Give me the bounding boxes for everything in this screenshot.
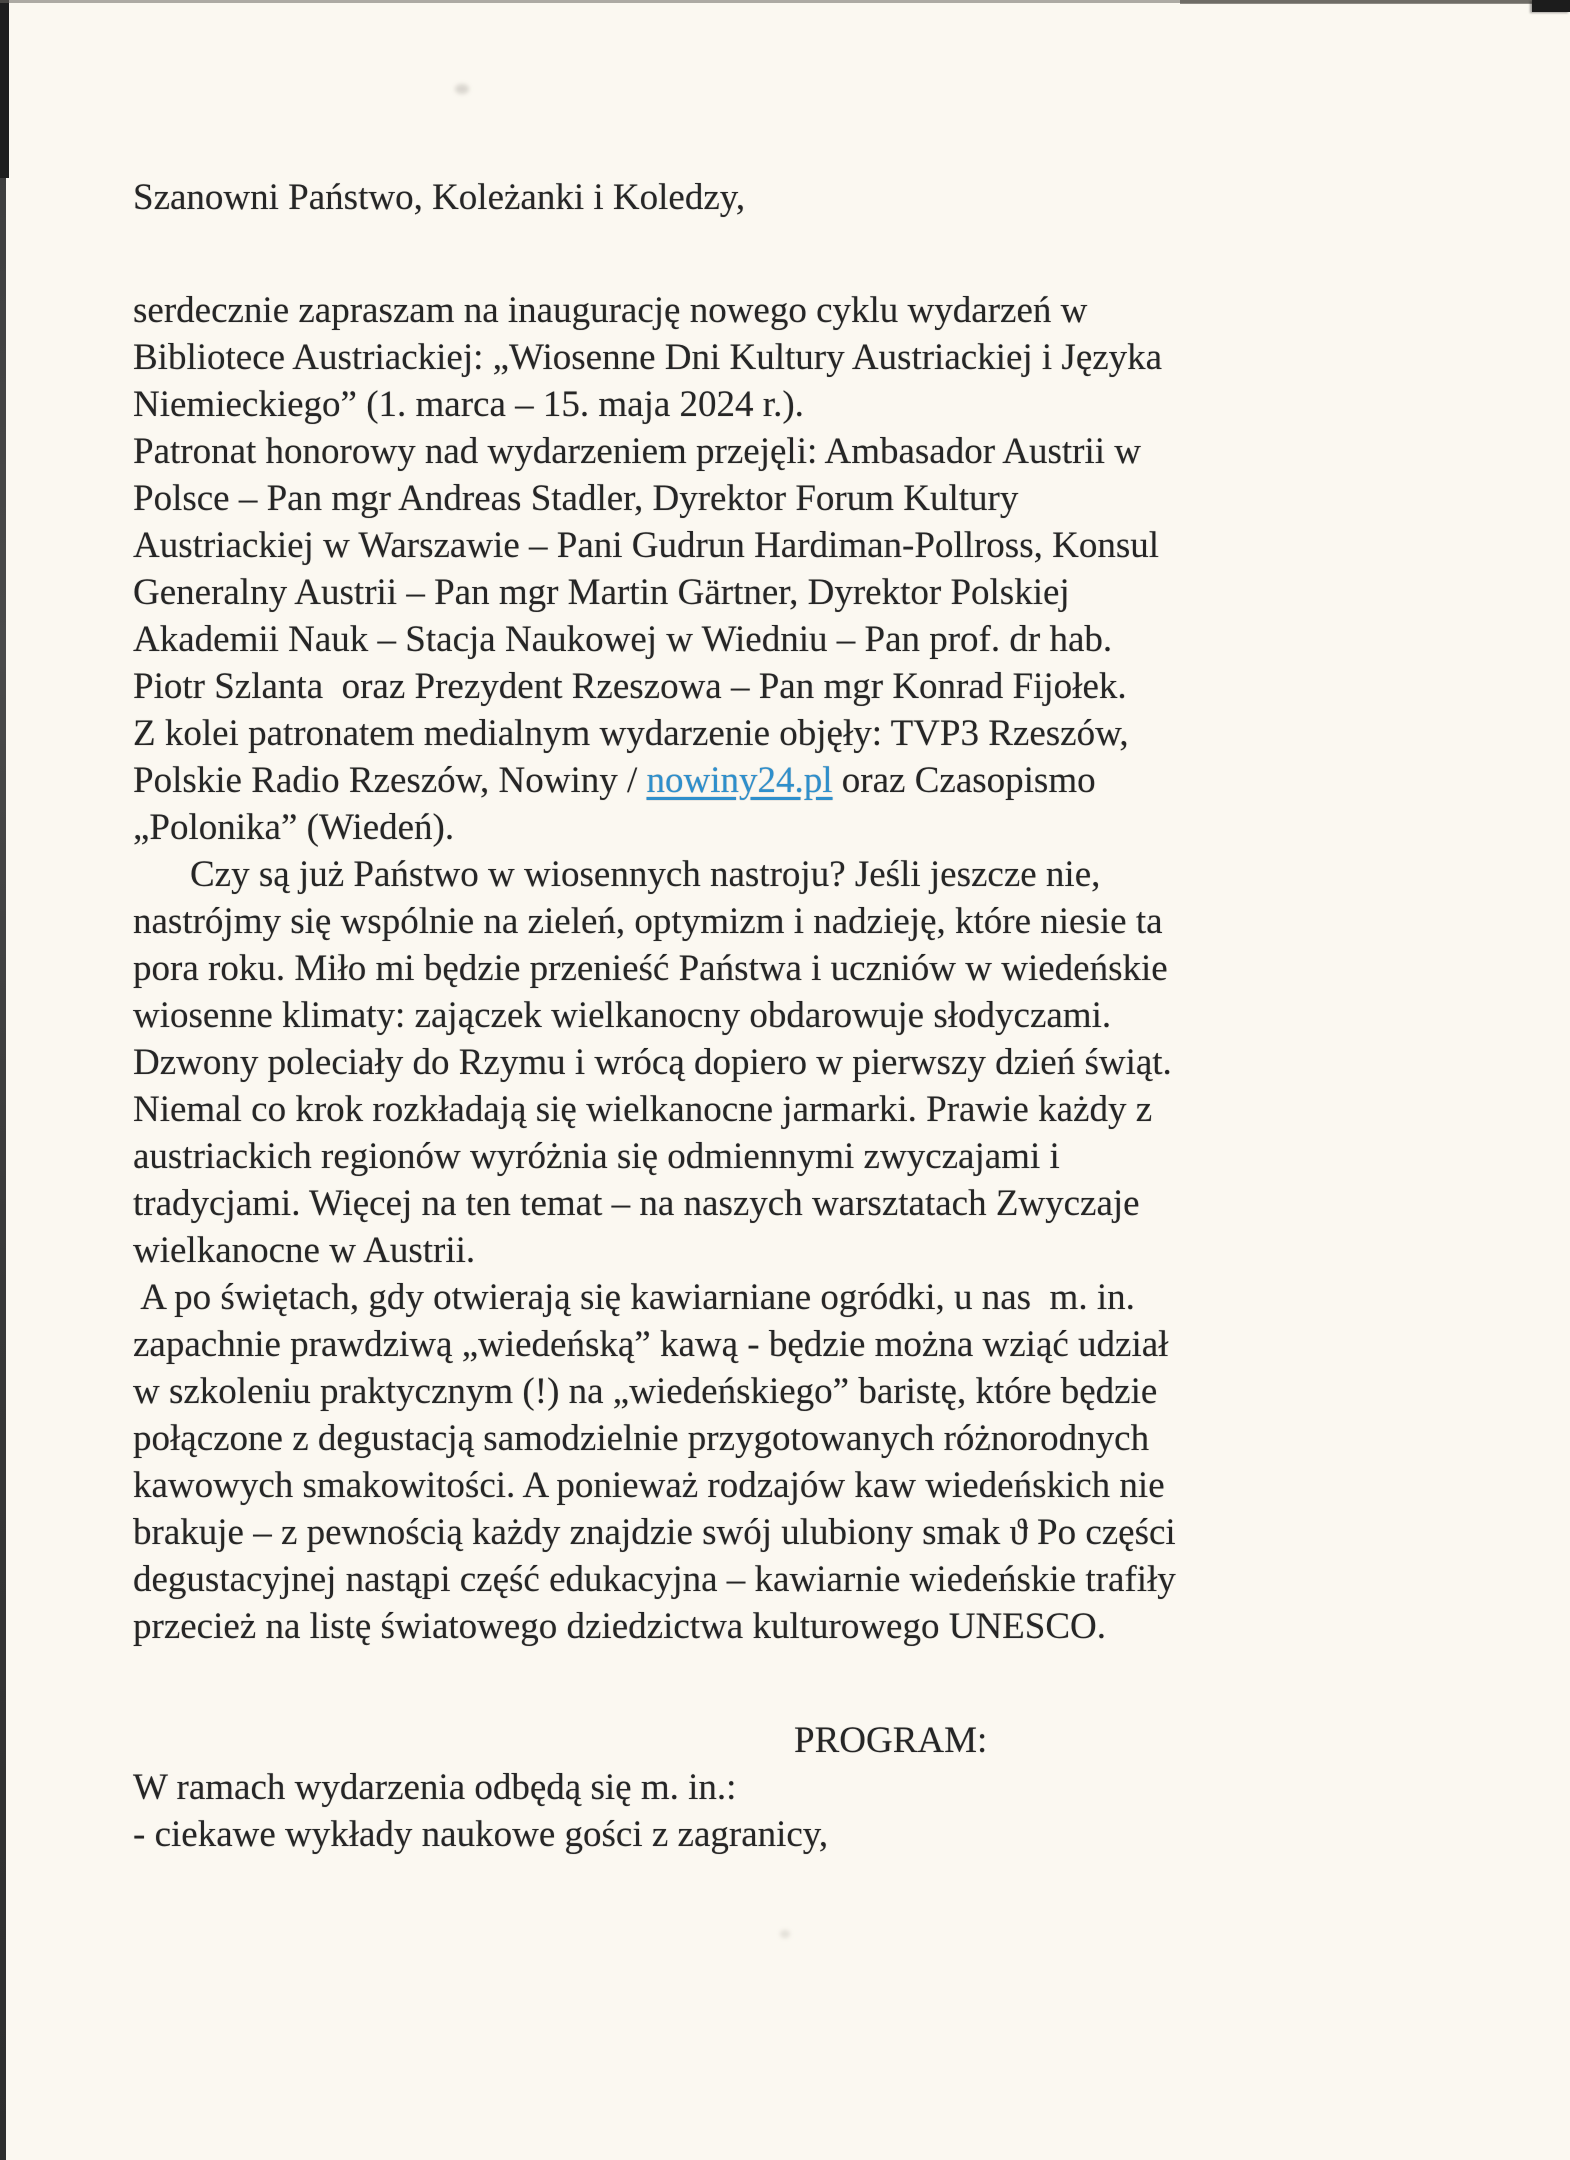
letter-line: Generalny Austrii – Pan mgr Martin Gärtner, Dyrektor Polskiej [133,572,1070,613]
scan-corner-mark [1532,0,1570,12]
letter-line: Z kolei patronatem medialnym wydarzenie objęły: TVP3 Rzeszów, [133,713,1129,754]
letter-line-text: Polskie Radio Rzeszów, Nowiny / [133,760,647,801]
letter-line [133,757,1473,804]
letter-body [133,174,1473,1858]
letter-line: nastrójmy się wspólnie na zieleń, optymizm i nadzieję, które niesie ta [133,901,1163,942]
letter-line: Austriackiej w Warszawie – Pani Gudrun Hardiman-Pollross, Konsul [133,525,1159,566]
letter-line: austriackich regionów wyróżnia się odmiennymi zwyczajami i [133,1136,1060,1177]
letter-line: Niemieckiego” (1. marca – 15. maja 2024 r.). [133,384,804,425]
letter-line: połączone z degustacją samodzielnie przygotowanych różnorodnych [133,1418,1150,1459]
letter-line: w szkoleniu praktycznym (!) na „wiedeńskiego” baristę, które będzie [133,1371,1158,1412]
letter-line: Czy są już Państwo w wiosennych nastroju? Jeśli jeszcze nie, [190,854,1101,895]
letter-line: wielkanocne w Austrii. [133,1230,476,1271]
letter-line: - ciekawe wykłady naukowe gości z zagranicy, [133,1814,829,1855]
letter-line: Piotr Szlanta oraz Prezydent Rzeszowa – Pan mgr Konrad Fijołek. [133,666,1127,707]
letter-line: degustacyjnej nastąpi część edukacyjna – kawiarnie wiedeńskie trafiły [133,1559,1176,1600]
letter-line: Niemal co krok rozkładają się wielkanocne jarmarki. Prawie każdy z [133,1089,1153,1130]
letter-line: tradycjami. Więcej na ten temat – na naszych warsztatach Zwyczaje [133,1183,1140,1224]
letter-line: Bibliotece Austriackiej: „Wiosenne Dni Kultury Austriackiej i Języka [133,337,1163,378]
program-heading: PROGRAM: [794,1720,988,1761]
program-list [133,1764,1473,1858]
letter-line: pora roku. Miło mi będzie przenieść Państwa i uczniów w wiedeńskie [133,948,1168,989]
letter-line: serdecznie zapraszam na inaugurację nowego cyklu wydarzeń w [133,290,1088,331]
scan-smudge [780,1930,790,1938]
letter-line: Polsce – Pan mgr Andreas Stadler, Dyrektor Forum Kultury [133,478,1019,519]
letter-line: Dzwony poleciały do Rzymu i wrócą dopiero w pierwszy dzień świąt. [133,1042,1172,1083]
letter-line: kawowych smakowitości. A ponieważ rodzajów kaw wiedeńskich nie [133,1465,1165,1506]
salutation: Szanowni Państwo, Koleżanki i Koledzy, [133,177,746,218]
letter-paragraphs [133,287,1473,1650]
scan-edge-top-right [1180,0,1532,4]
letter-line: Patronat honorowy nad wydarzeniem przejęli: Ambasador Austrii w [133,431,1141,472]
letter-line: W ramach wydarzenia odbędą się m. in.: [133,1767,737,1808]
letter-line: brakuje – z pewnością każdy znajdzie swój ulubiony smak ϑ Po części [133,1512,1176,1553]
letter-line: A po świętach, gdy otwierają się kawiarniane ogródki, u nas m. in. [133,1277,1135,1318]
letter-line: przecież na listę światowego dziedzictwa kulturowego UNESCO. [133,1606,1107,1647]
nowiny24-link[interactable]: nowiny24.pl [646,760,833,801]
letter-line: wiosenne klimaty: zajączek wielkanocny obdarowuje słodyczami. [133,995,1112,1036]
scan-edge-left-top [0,0,9,178]
scan-edge-left [0,0,6,2160]
letter-line: zapachnie prawdziwą „wiedeńską” kawą - będzie można wziąć udział [133,1324,1169,1365]
letter-line-text: oraz Czasopismo [832,760,1096,801]
letter-line: „Polonika” (Wiedeń). [133,807,455,848]
letter-line: Akademii Nauk – Stacja Naukowej w Wiedniu – Pan prof. dr hab. [133,619,1113,660]
scan-smudge [455,84,469,94]
